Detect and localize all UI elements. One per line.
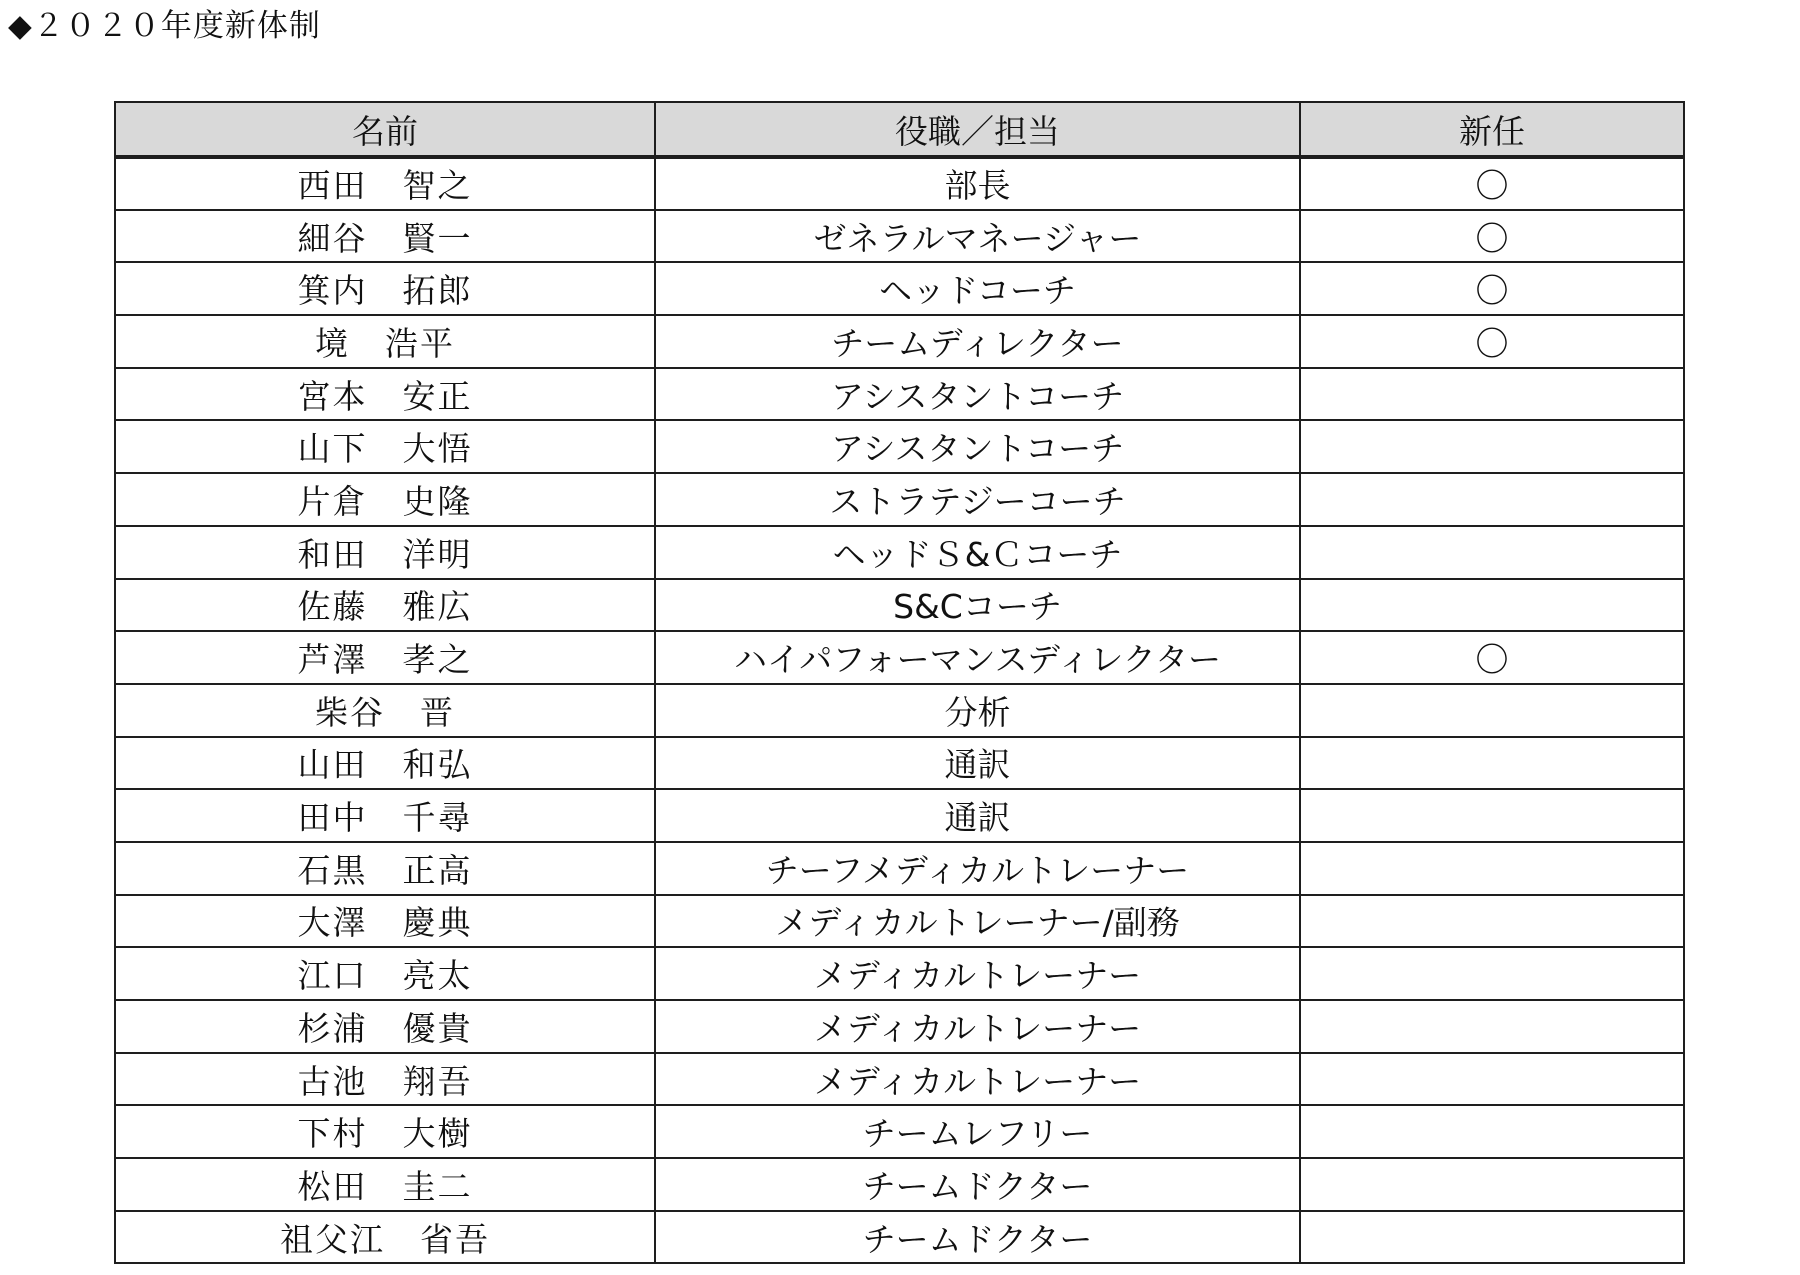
cell-new-mark: [1300, 895, 1684, 948]
cell-name: 江口 亮太: [115, 947, 655, 1000]
cell-name: 柴谷 晋: [115, 684, 655, 737]
cell-new-mark: [1300, 368, 1684, 421]
cell-role: 分析: [655, 684, 1300, 737]
cell-name: 大澤 慶典: [115, 895, 655, 948]
table-row: [115, 368, 1684, 421]
table-row: [115, 526, 1684, 579]
cell-new-mark: [1300, 737, 1684, 790]
table-row: [115, 895, 1684, 948]
table-row: [115, 737, 1684, 790]
header-name: 名前: [115, 102, 655, 157]
table-row: [115, 947, 1684, 1000]
cell-new-mark: [1300, 1000, 1684, 1053]
cell-role: メディカルトレーナー: [655, 1053, 1300, 1106]
cell-new-mark: [1300, 579, 1684, 632]
cell-name: 松田 圭二: [115, 1158, 655, 1211]
cell-new-mark: [1300, 1158, 1684, 1211]
cell-new-mark: [1300, 473, 1684, 526]
table-body: [115, 157, 1684, 1263]
table-row: [115, 579, 1684, 632]
header-row: [115, 102, 1684, 157]
table-row: [115, 473, 1684, 526]
cell-new-mark: [1300, 526, 1684, 579]
cell-new-mark: [1300, 789, 1684, 842]
cell-name: 西田 智之: [115, 157, 655, 210]
cell-name: 杉浦 優貴: [115, 1000, 655, 1053]
cell-role: チーフメディカルトレーナー: [655, 842, 1300, 895]
cell-name: 山下 大悟: [115, 420, 655, 473]
table-row: [115, 262, 1684, 315]
cell-role: チームディレクター: [655, 315, 1300, 368]
table-row: [115, 1105, 1684, 1158]
table-row: [115, 684, 1684, 737]
table-header: [115, 102, 1684, 157]
staff-table: [114, 101, 1685, 1264]
cell-new-mark: [1300, 1211, 1684, 1264]
cell-name: 宮本 安正: [115, 368, 655, 421]
cell-role: ヘッドＳ&Ｃコーチ: [655, 526, 1300, 579]
page-title: ◆２０２０年度新体制: [8, 8, 321, 44]
cell-name: 下村 大樹: [115, 1105, 655, 1158]
cell-role: アシスタントコーチ: [655, 368, 1300, 421]
table-row: [115, 789, 1684, 842]
header-role: 役職／担当: [655, 102, 1300, 157]
cell-role: ストラテジーコーチ: [655, 473, 1300, 526]
cell-new-mark: [1300, 420, 1684, 473]
table-row: [115, 1158, 1684, 1211]
cell-role: ヘッドコーチ: [655, 262, 1300, 315]
cell-role: チームレフリー: [655, 1105, 1300, 1158]
cell-name: 和田 洋明: [115, 526, 655, 579]
cell-name: 境 浩平: [115, 315, 655, 368]
table-row: [115, 1053, 1684, 1106]
cell-role: メディカルトレーナー: [655, 1000, 1300, 1053]
cell-name: 石黒 正高: [115, 842, 655, 895]
cell-role: ハイパフォーマンスディレクター: [655, 631, 1300, 684]
cell-name: 古池 翔吾: [115, 1053, 655, 1106]
cell-new-mark: [1300, 947, 1684, 1000]
table-row: [115, 842, 1684, 895]
cell-new-mark: [1300, 684, 1684, 737]
header-new: 新任: [1300, 102, 1684, 157]
cell-name: 佐藤 雅広: [115, 579, 655, 632]
cell-role: 通訳: [655, 737, 1300, 790]
cell-name: 祖父江 省吾: [115, 1211, 655, 1264]
cell-new-mark: 〇: [1300, 631, 1684, 684]
cell-name: 芦澤 孝之: [115, 631, 655, 684]
cell-new-mark: 〇: [1300, 157, 1684, 210]
table-row: [115, 315, 1684, 368]
table-row: [115, 631, 1684, 684]
cell-role: チームドクター: [655, 1211, 1300, 1264]
cell-name: 田中 千尋: [115, 789, 655, 842]
cell-role: メディカルトレーナー/副務: [655, 895, 1300, 948]
cell-name: 片倉 史隆: [115, 473, 655, 526]
cell-name: 箕内 拓郎: [115, 262, 655, 315]
cell-role: メディカルトレーナー: [655, 947, 1300, 1000]
cell-new-mark: 〇: [1300, 262, 1684, 315]
table-row: [115, 210, 1684, 263]
table-row: [115, 157, 1684, 210]
cell-new-mark: [1300, 842, 1684, 895]
cell-role: チームドクター: [655, 1158, 1300, 1211]
cell-new-mark: 〇: [1300, 210, 1684, 263]
table-row: [115, 1211, 1684, 1264]
cell-new-mark: [1300, 1053, 1684, 1106]
cell-new-mark: [1300, 1105, 1684, 1158]
cell-role: 通訳: [655, 789, 1300, 842]
cell-name: 細谷 賢一: [115, 210, 655, 263]
table-row: [115, 1000, 1684, 1053]
cell-role: S&Cコーチ: [655, 579, 1300, 632]
cell-role: アシスタントコーチ: [655, 420, 1300, 473]
cell-role: ゼネラルマネージャー: [655, 210, 1300, 263]
cell-role: 部長: [655, 157, 1300, 210]
table-row: [115, 420, 1684, 473]
cell-name: 山田 和弘: [115, 737, 655, 790]
cell-new-mark: 〇: [1300, 315, 1684, 368]
